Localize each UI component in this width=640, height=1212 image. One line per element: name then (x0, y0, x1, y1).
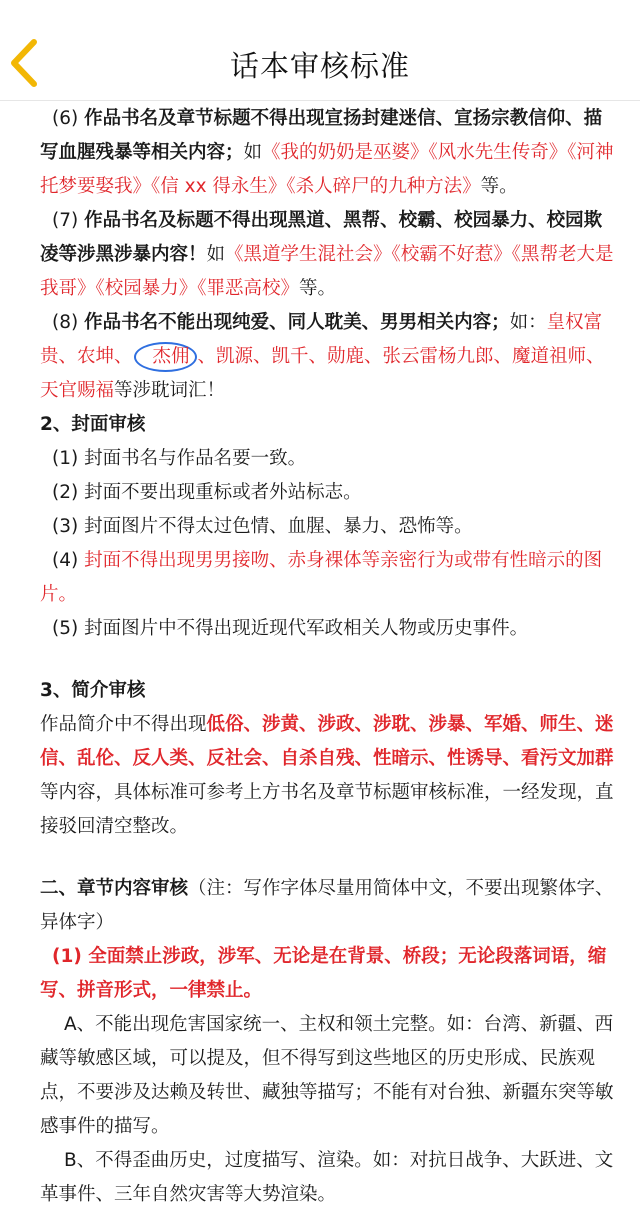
rule-6-end: 等。 (480, 176, 518, 197)
cover-item-text: 封面不得出现男男接吻、赤身裸体等亲密行为或带有性暗示的图片。 (40, 550, 603, 605)
chapter-note: （注：写作字体尽量用简体中文，不要出现繁体字、异体字） (40, 878, 614, 933)
rule-8 (40, 306, 620, 408)
rule-7-examples: 《黑道学生混社会》《校霸不好惹》《黑帮老大是我哥》《校园暴力》《罪恶高校》 (40, 244, 614, 299)
chapter-item-a: A、不能出现危害国家统一、主权和领土完整。如：台湾、新疆、西藏等敏感区域，可以提及，但不得写到这些地区的历史形成、民族观点，不要涉及达赖及转世、藏独等描写；不能有对台独、新疆东突等敏感事件的描写。 (40, 1014, 614, 1137)
cover-item-4 (40, 544, 620, 612)
intro-heading: 3、简介审核 (40, 680, 146, 701)
rule-7-ru: 如 (206, 244, 226, 265)
intro-forbidden-list: 低俗、涉黄、涉政、涉耽、涉暴、军婚、师生、迷信、乱伦、反人类、反社会、自杀自残、性暗示、性诱导、看污文加群 (40, 714, 614, 769)
circled-term: 杰佣 (134, 342, 197, 372)
intro-pre: 作品简介中不得出现 (40, 714, 207, 735)
rule-8-end: 等涉耽词汇！ (114, 380, 226, 401)
cover-item-text: 封面不要出现重标或者外站标志。 (84, 482, 362, 503)
rule-8-text: 作品书名不能出现纯爱、同人耽美、男男相关内容； (84, 312, 510, 333)
cover-item-2 (40, 476, 620, 510)
rule-7-text: 作品书名及标题不得出现黑道、黑帮、校霸、校园暴力、校园欺凌等涉黑涉暴内容！ (40, 210, 603, 265)
page-title: 话本审核标准 (229, 49, 410, 83)
cover-heading: 2、封面审核 (40, 414, 146, 435)
intro-rule (40, 708, 620, 844)
rule-6-text: 作品书名及章节标题不得出现宣扬封建迷信、宣扬宗教信仰、描写血腥残暴等相关内容； (40, 108, 603, 163)
rule-7 (40, 204, 620, 306)
rule-8-num: (8) (52, 312, 79, 333)
cover-item-num: (4) (52, 550, 79, 571)
rule-8-examples-1: 皇权富贵、农坤、 (40, 312, 603, 367)
intro-post: 等内容，具体标准可参考上方书名及章节标题审核标准，一经发现，直接驳回清空整改。 (40, 782, 614, 837)
chapter-sub-1: (1) 全面禁止涉政，涉军、无论是在背景、桥段；无论段落词语，缩写、拼音形式，一律禁止。 (40, 946, 607, 1001)
cover-item-num: (2) (52, 482, 79, 503)
cover-item-num: (3) (52, 516, 79, 537)
cover-item-text: 封面图片中不得出现近现代军政相关人物或历史事件。 (84, 618, 529, 639)
standards-content (40, 102, 620, 1212)
rule-6 (40, 102, 620, 204)
chapter-heading-line (40, 872, 620, 940)
chapter-item-b: B、不得歪曲历史，过度描写、渲染。如：对抗日战争、大跃进、文革事件、三年自然灾害等大势渲染。 (40, 1150, 614, 1205)
rule-8-examples-2: 、凯源、凯千、勋鹿、张云雷杨九郎、魔道祖师、天官赐福 (40, 346, 605, 401)
rule-7-end: 等。 (299, 278, 337, 299)
cover-item-text: 封面图片不得太过色情、血腥、暴力、恐怖等。 (84, 516, 473, 537)
cover-item-5 (40, 612, 620, 646)
cover-item-text: 封面书名与作品名要一致。 (84, 448, 307, 469)
cover-item-1 (40, 442, 620, 476)
rule-6-examples: 《我的奶奶是巫婆》《风水先生传奇》《河神托梦要娶我》《信 xx 得永生》《杀人碎尸的九种方法》 (40, 142, 614, 197)
rule-6-num: (6) (52, 108, 79, 129)
cover-item-num: (1) (52, 448, 79, 469)
rule-8-ru: 如： (509, 312, 547, 333)
cover-item-num: (5) (52, 618, 79, 639)
cover-item-3 (40, 510, 620, 544)
nav-bar (0, 0, 640, 101)
chapter-heading: 二、章节内容审核 (40, 878, 189, 899)
rule-7-num: (7) (52, 210, 79, 231)
rule-6-ru: 如 (243, 142, 263, 163)
